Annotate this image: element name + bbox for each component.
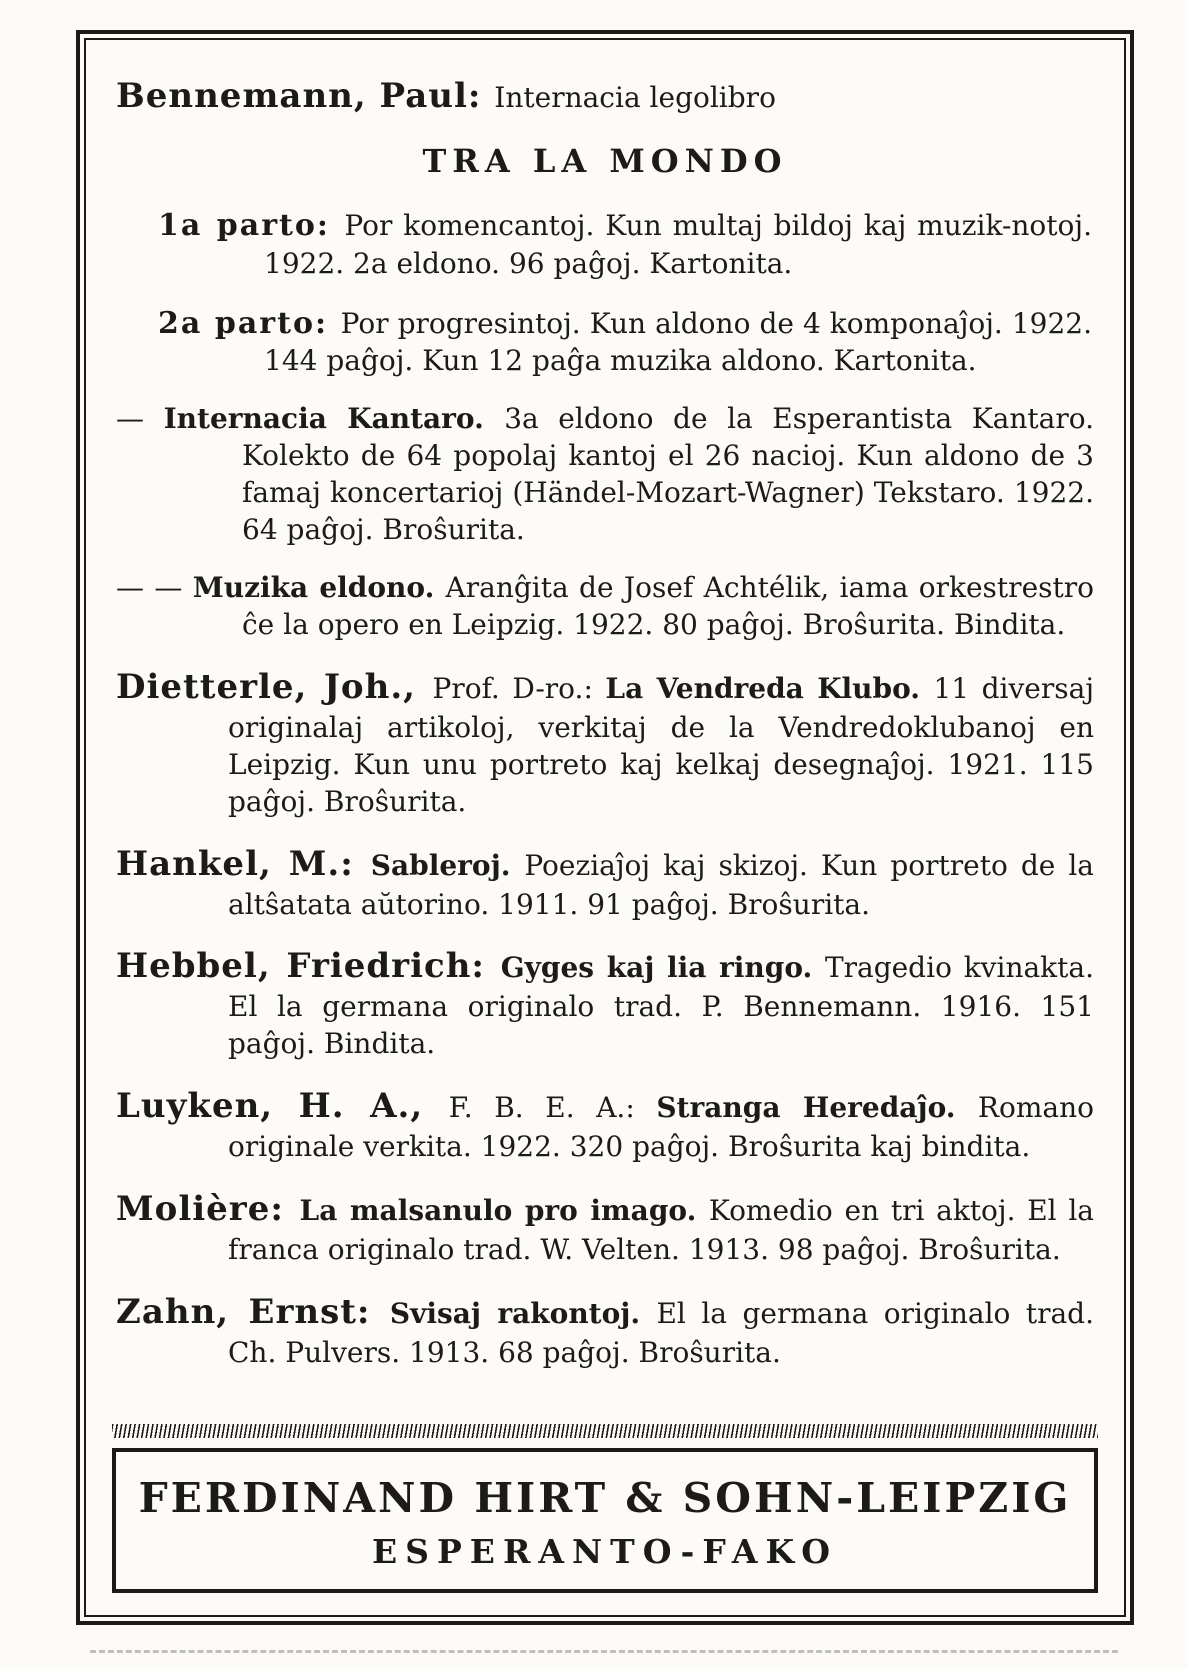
- entry-hankel: [116, 842, 1094, 924]
- entry-hankel-bold-text: Sableroj.: [370, 848, 525, 882]
- entry-2a-parto: [158, 304, 1092, 381]
- entry-internacia-kantaro-bold-text: Internacia Kantaro.: [163, 402, 505, 436]
- scan-artifact-dashed-line: [90, 1650, 1118, 1653]
- entry-tra-la-mondo-subtitle-text: TRA LA MONDO: [422, 141, 788, 180]
- entry-moliere-author-text: Molière:: [116, 1189, 300, 1230]
- entry-2a-parto-regular-text: Por progresintoj. Kun aldono de 4 komponaĵoj. 1922. 144 paĝoj. Kun 12 paĝa muzika aldono. Kartonita.: [264, 306, 1092, 378]
- entry-zahn: [116, 1290, 1094, 1372]
- entry-dietterle-bold-text: La Vendreda Klubo.: [605, 671, 934, 705]
- entry-hebbel: [116, 944, 1094, 1063]
- entry-hankel-regular-text: Poeziaĵoj kaj skizoj. Kun portreto de la altŝatata aŭtorino. 1911. 91 paĝoj. Broŝurita.: [228, 848, 1095, 921]
- entry-luyken-regular-text: F. B. E. A.:: [448, 1091, 657, 1125]
- entry-zahn-regular-text: El la germana originalo trad. Ch. Pulvers. 1913. 68 paĝoj. Broŝurita.: [228, 1296, 1094, 1369]
- entry-luyken-regular-text: Romano originale verkita. 1922. 320 paĝoj. Broŝurita kaj bindita.: [228, 1091, 1094, 1164]
- entry-zahn-author-text: Zahn, Ernst:: [116, 1291, 390, 1332]
- entry-muzika-eldono: [116, 570, 1094, 644]
- entry-tra-la-mondo: [116, 140, 1094, 182]
- entry-internacia-kantaro: [116, 401, 1094, 549]
- entry-bennemann-heading: [116, 74, 1094, 119]
- entry-zahn-bold-text: Svisaj rakontoj.: [389, 1296, 657, 1330]
- entry-muzika-eldono-bold-text: Muzika eldono.: [192, 571, 446, 605]
- publisher-department: ESPERANTO-FAKO: [372, 1532, 838, 1571]
- publisher-name: FERDINAND HIRT & SOHN-LEIPZIG: [138, 1474, 1072, 1522]
- entry-1a-parto: [158, 206, 1092, 283]
- publisher-footer-box: [112, 1448, 1098, 1593]
- entry-dietterle: [116, 665, 1094, 821]
- entry-internacia-kantaro-regular-text: 3a eldono de la Esperantista Kantaro. Kolekto de 64 popolaj kantoj el 26 nacioj. Kun aldono de 3 famaj koncertarioj (Händel-Mozart-Wagner) Tekstaro. 1922. 64 paĝoj. Broŝurita.: [242, 402, 1095, 547]
- entry-internacia-kantaro-regular-text: —: [116, 402, 164, 436]
- entry-dietterle-regular-text: 11 diversaj originalaj artikoloj, verkitaj de la Vendredoklubanoj en Leipzig. Kun unu portreto kaj kelkaj desegnaĵoj. 1921. 115 paĝoj. Broŝurita.: [228, 671, 1094, 818]
- entry-muzika-eldono-regular-text: Aranĝita de Josef Achtélik, iama orkestrestro ĉe la opero en Leipzig. 1922. 80 paĝoj. Broŝurita. Bindita.: [242, 571, 1094, 641]
- entry-luyken-bold-text: Stranga Heredaĵo.: [656, 1091, 978, 1125]
- hatch-divider: [112, 1424, 1098, 1438]
- book-entries: [110, 74, 1100, 1420]
- entry-moliere-regular-text: Komedio en tri aktoj. El la franca originalo trad. W. Velten. 1913. 98 paĝoj. Broŝurita.: [228, 1194, 1094, 1266]
- entry-dietterle-author-text: Dietterle, Joh.,: [116, 666, 433, 707]
- entry-hebbel-author-text: Hebbel, Friedrich:: [116, 946, 501, 987]
- entry-luyken-author-text: Luyken, H. A.,: [116, 1086, 449, 1127]
- entry-1a-parto-label-text: 1a parto:: [158, 208, 345, 244]
- entry-hankel-author-text: Hankel, M.:: [116, 843, 371, 884]
- entry-luyken: [116, 1084, 1094, 1166]
- entry-bennemann-heading-regular-text: Internacia legolibro: [494, 81, 776, 114]
- entry-dietterle-regular-text: Prof. D-ro.:: [432, 671, 606, 705]
- entry-1a-parto-regular-text: Por komencantoj. Kun multaj bildoj kaj muzik-notoj. 1922. 2a eldono. 96 paĝoj. Kartonita.: [264, 209, 1092, 280]
- page-frame-inner: [84, 38, 1126, 1617]
- entry-muzika-eldono-regular-text: — —: [116, 571, 193, 605]
- page-frame: [76, 30, 1134, 1625]
- entry-moliere: [116, 1187, 1094, 1269]
- entry-2a-parto-label-text: 2a parto:: [158, 305, 341, 341]
- entry-hebbel-bold-text: Gyges kaj lia ringo.: [500, 951, 825, 985]
- entry-moliere-bold-text: La malsanulo pro imago.: [299, 1194, 709, 1228]
- entry-hebbel-regular-text: Tragedio kvinakta. El la germana originalo trad. P. Bennemann. 1916. 151 paĝoj. Bindita.: [228, 951, 1094, 1061]
- entry-bennemann-heading-author-text: Bennemann, Paul:: [116, 76, 495, 116]
